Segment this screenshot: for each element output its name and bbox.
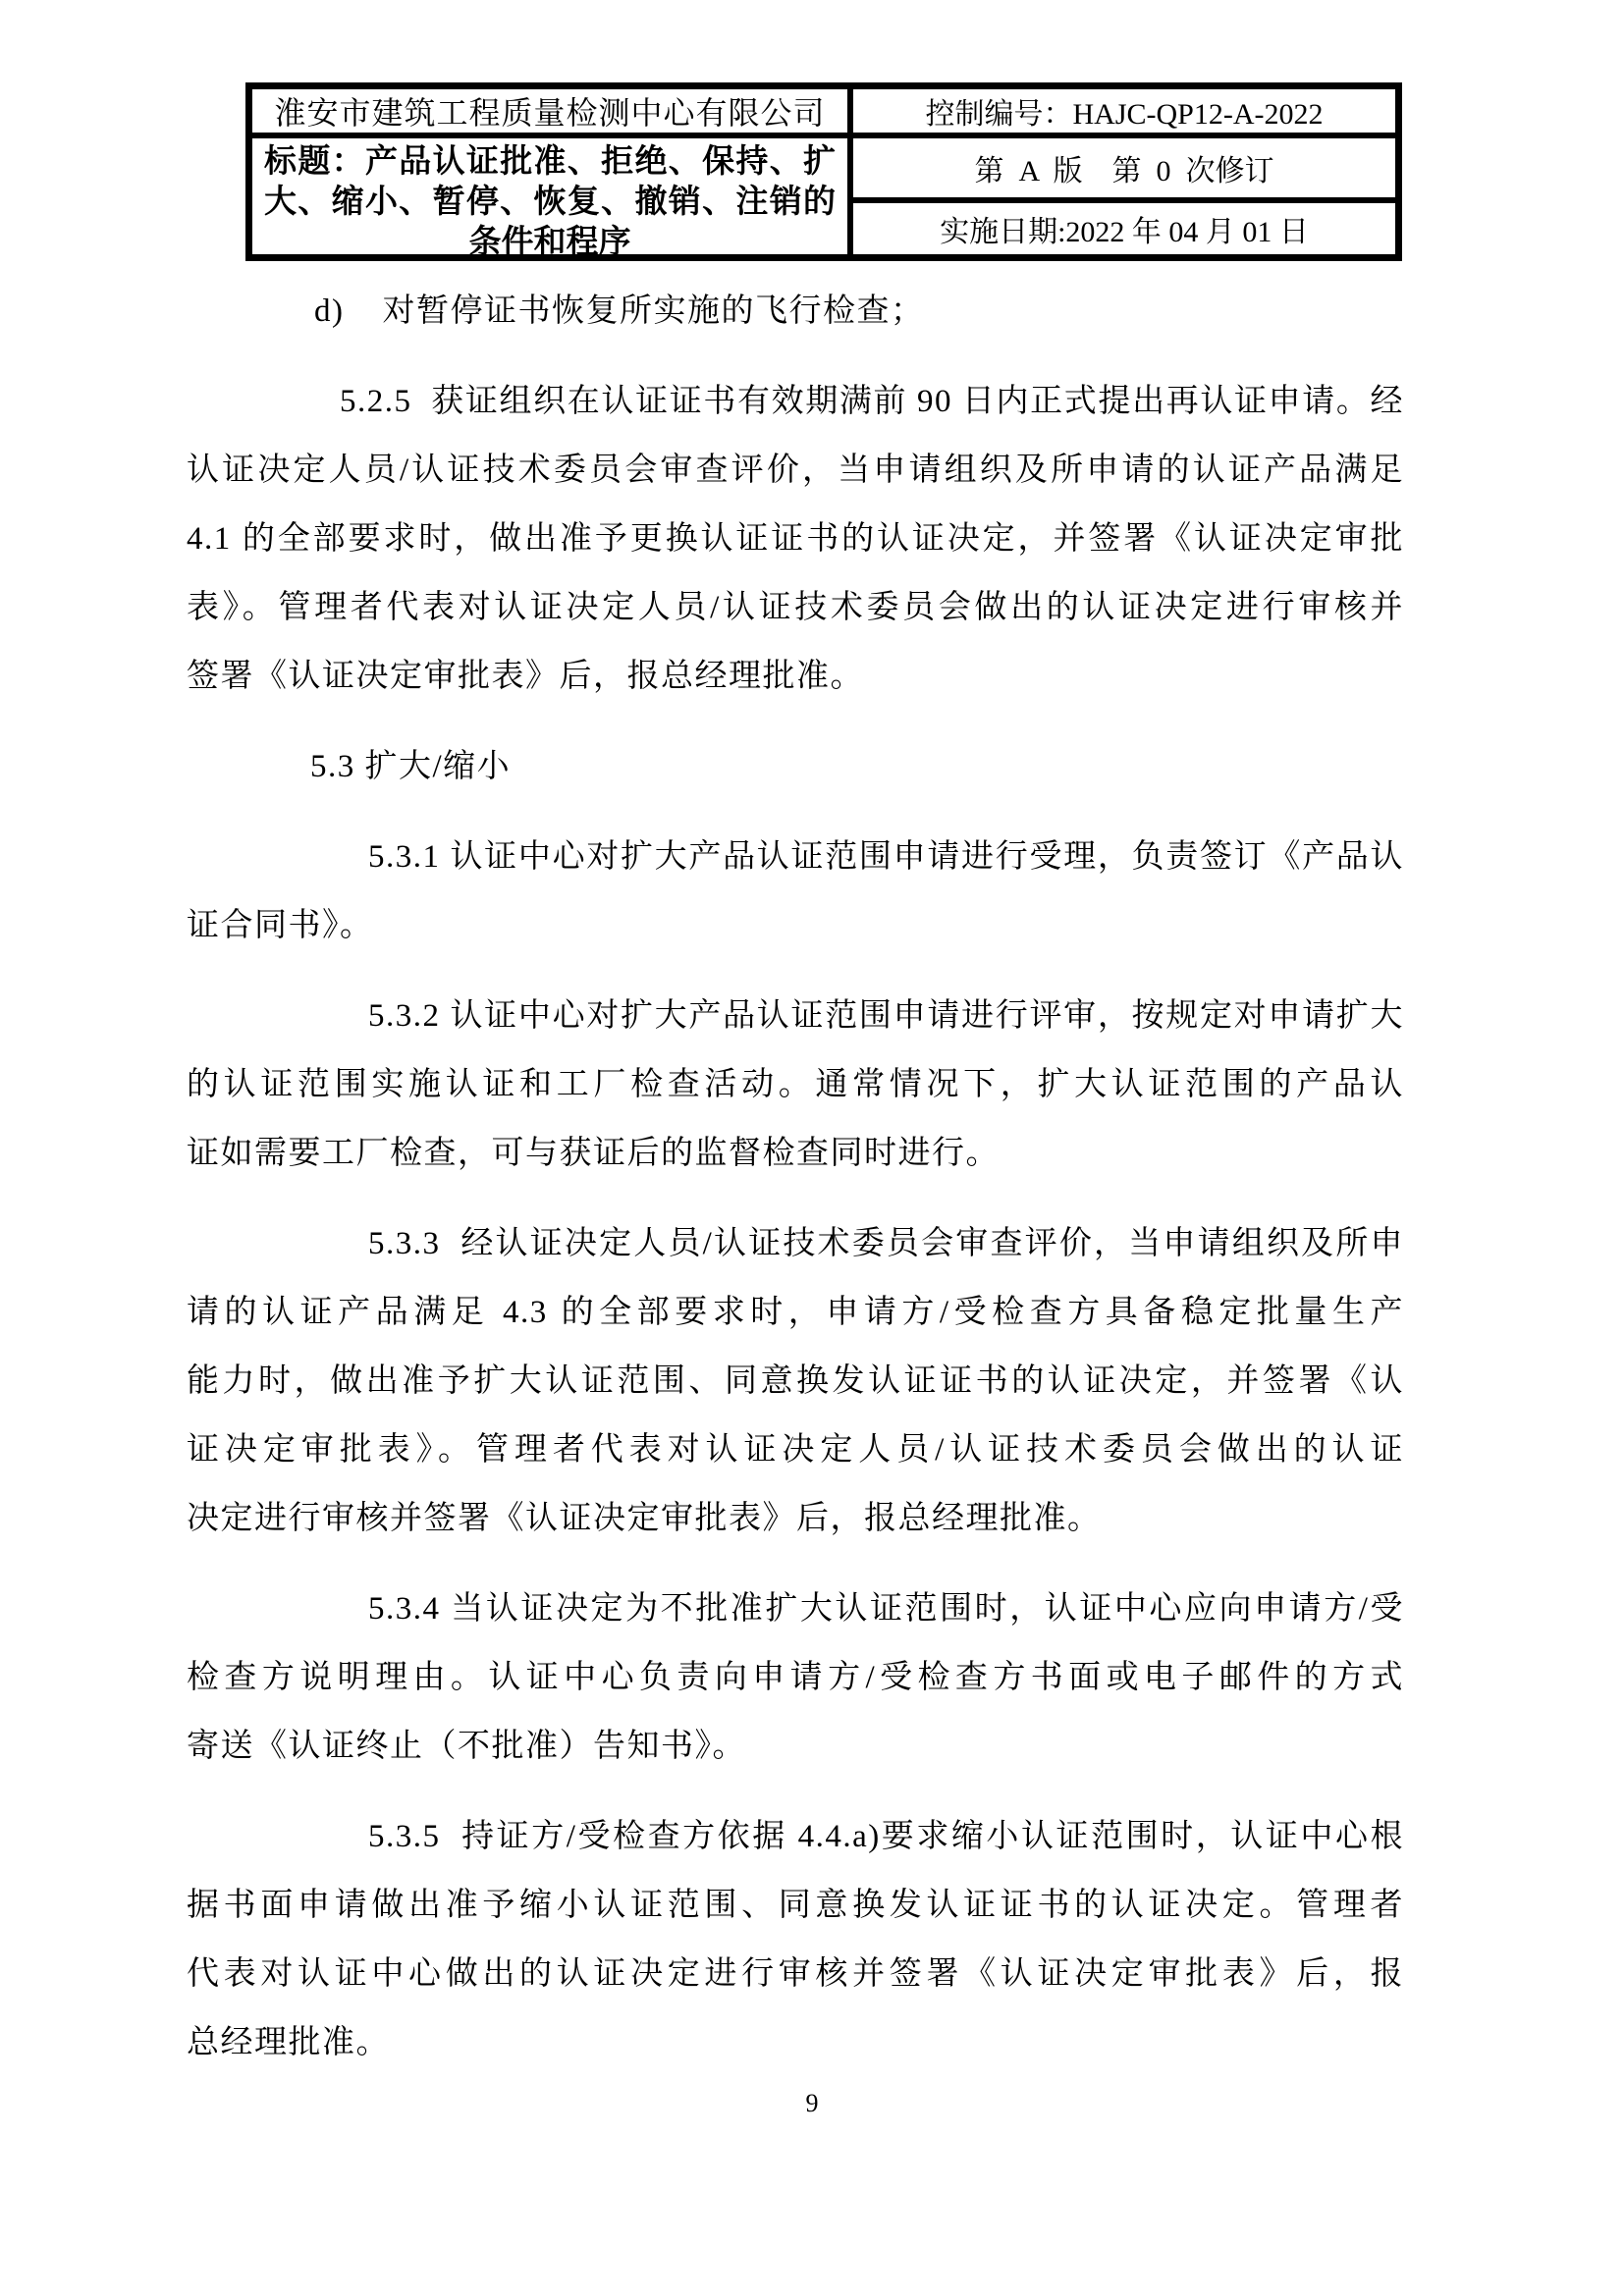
text-line: 5.3.1 认证中心对扩大产品认证范围申请进行受理，负责签订《产品认 — [368, 839, 1404, 875]
control-number: 控制编号：HAJC-QP12-A-2022 — [853, 89, 1395, 138]
paragraph — [187, 1575, 1404, 1781]
header-right-column — [853, 89, 1395, 254]
text-line: 认证决定人员/认证技术委员会审查评价，当申请组织及所申请的认证产品满足 — [187, 453, 1404, 488]
text-line: 5.3.3 经认证决定人员/认证技术委员会审查评价，当申请组织及所申 — [368, 1226, 1404, 1261]
version-revision: 第 A 版 第 0 次修订 — [853, 138, 1395, 203]
text-line: 决定进行审核并签署《认证决定审批表》后，报总经理批准。 — [187, 1501, 1102, 1536]
company-name: 淮安市建筑工程质量检测中心有限公司 — [252, 89, 847, 138]
text-line: 证合同书》。 — [187, 908, 374, 943]
text-line: 4.1 的全部要求时，做出准予更换认证证书的认证决定，并签署《认证决定审批 — [187, 521, 1404, 557]
paragraph — [187, 1802, 1404, 2077]
text-line: 表》。管理者代表对认证决定人员/认证技术委员会做出的认证决定进行审核并 — [187, 590, 1404, 625]
text-line: 5.3.4 当认证决定为不批准扩大认证范围时，认证中心应向申请方/受 — [368, 1591, 1404, 1627]
document-title-line: 大、缩小、暂停、恢复、撤销、注销的 — [264, 185, 836, 220]
text-line: 5.2.5 获证组织在认证证书有效期满前 90 日内正式提出再认证申请。经 — [340, 384, 1404, 419]
header-table — [245, 82, 1402, 261]
text-line: 的认证范围实施认证和工厂检查活动。通常情况下，扩大认证范围的产品认 — [187, 1067, 1404, 1102]
paragraph — [187, 277, 1404, 346]
text-line: 签署《认证决定审批表》后，报总经理批准。 — [187, 659, 864, 694]
text-line: 证决定审批表》。管理者代表对认证决定人员/认证技术委员会做出的认证 — [187, 1432, 1404, 1468]
text-line: 总经理批准。 — [187, 2025, 390, 2060]
paragraph — [187, 1209, 1404, 1553]
text-line: 证如需要工厂检查，可与获证后的监督检查同时进行。 — [187, 1136, 1000, 1171]
page-number: 9 — [805, 2089, 819, 2117]
document-title-line: 条件和程序 — [468, 225, 631, 260]
text-line: 代表对认证中心做出的认证决定进行审核并签署《认证决定审批表》后，报 — [187, 1956, 1404, 1992]
text-line: 寄送《认证终止（不批准）告知书》。 — [187, 1729, 746, 1764]
paragraph — [187, 823, 1404, 960]
text-line: 5.3.2 认证中心对扩大产品认证范围申请进行评审，按规定对申请扩大 — [368, 998, 1404, 1034]
document-title-cell — [252, 138, 847, 265]
paragraph — [187, 367, 1404, 711]
paragraph — [187, 982, 1404, 1188]
text-line: 能力时，做出准予扩大认证范围、同意换发认证证书的认证决定，并签署《认 — [187, 1363, 1404, 1399]
text-line: 5.3.5 持证方/受检查方依据 4.4.a)要求缩小认证范围时，认证中心根 — [368, 1819, 1404, 1854]
text-line: 检查方说明理由。认证中心负责向申请方/受检查方书面或电子邮件的方式 — [187, 1660, 1404, 1695]
text-line: 据书面申请做出准予缩小认证范围、同意换发认证证书的认证决定。管理者 — [187, 1888, 1404, 1923]
text-line: d) 对暂停证书恢复所实施的飞行检查； — [314, 294, 925, 329]
implementation-date: 实施日期:2022 年 04 月 01 日 — [940, 216, 1309, 248]
text-line: 请的认证产品满足 4.3 的全部要求时，申请方/受检查方具备稳定批量生产 — [187, 1295, 1404, 1330]
document-title-line: 标题：产品认证批准、拒绝、保持、扩 — [264, 144, 836, 180]
text-line: 5.3 扩大/缩小 — [310, 749, 512, 784]
header-left-column — [252, 89, 853, 260]
paragraph — [187, 732, 1404, 801]
document-body — [187, 277, 1404, 2099]
